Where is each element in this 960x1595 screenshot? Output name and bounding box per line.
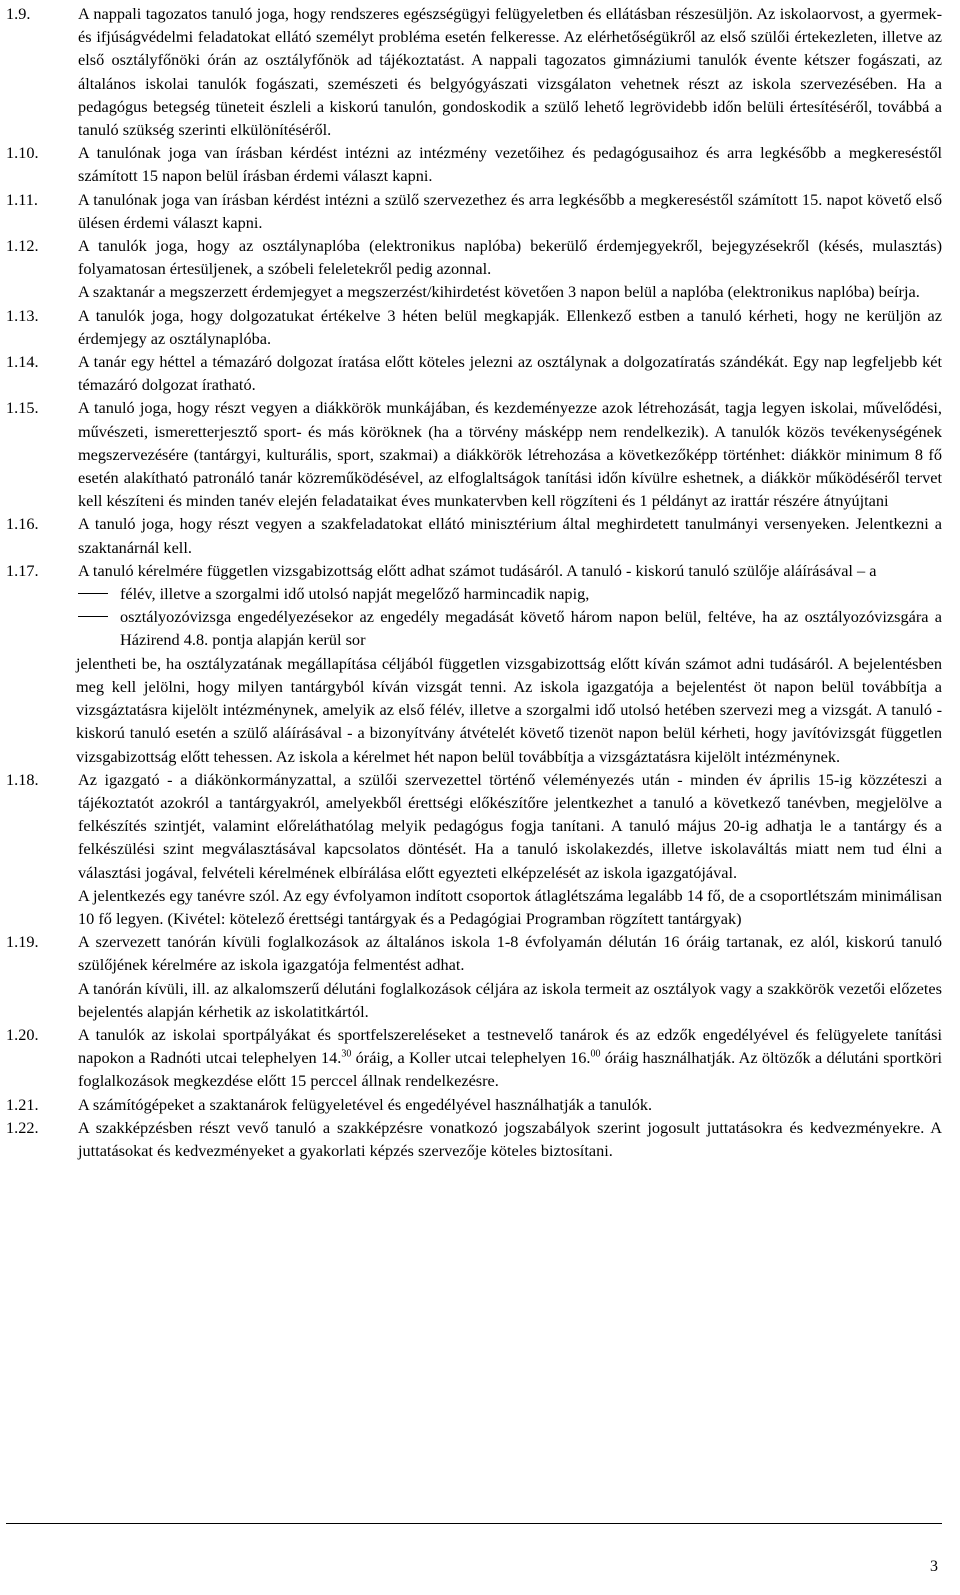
- dash-item-text: félév, illetve a szorgalmi idő utolsó napját megelőző harmincadik napig,: [120, 584, 590, 604]
- paragraph-text: A tanulók joga, hogy az osztálynaplóba (elektronikus naplóba) bekerülő érdemjegyekről, bejegyzésekről (késés, mulasztás) folyamatosan értesüljenek, a szóbeli feleletekről pedig azonnal.: [78, 236, 942, 279]
- paragraph-1-15: [0, 396, 960, 512]
- paragraph-number: 1.12.: [6, 236, 39, 256]
- paragraph-text: A tanulók joga, hogy dolgozatukat értékelve 3 héten belül megkapják. Ellenkező estben a tanuló kérheti, hogy ne kerüljön az érdemjegy az osztálynaplóba.: [78, 305, 942, 348]
- dash-list-item: [78, 582, 942, 605]
- footer-divider: [6, 1523, 942, 1524]
- dash-list-item: [78, 605, 942, 651]
- superscript: 30: [341, 1048, 352, 1060]
- paragraph-1-17: [0, 559, 960, 768]
- paragraph-1-13: [0, 304, 960, 350]
- paragraph-number: 1.20.: [6, 1024, 39, 1044]
- paragraph-1-20: [0, 1023, 960, 1093]
- paragraph-number: 1.17.: [6, 560, 39, 580]
- paragraph-1-19: [0, 930, 960, 1023]
- paragraph-number: 1.10.: [6, 143, 39, 163]
- paragraph-text: A tanár egy héttel a témazáró dolgozat íratása előtt köteles jelezni az osztálynak a dolgozatíratás szándékát. Egy nap legfeljebb két témazáró dolgozat íratható.: [78, 352, 942, 395]
- paragraph-1-16: [0, 512, 960, 558]
- paragraph-number: 1.11.: [6, 189, 38, 209]
- paragraph-number: 1.22.: [6, 1117, 39, 1137]
- paragraph-outro: jelentheti be, ha osztályzatának megállapítása céljából független vizsgabizottság előtt kíván számot adni tudásáról. A bejelentésben meg kell jelölni, hogy milyen tantárgyból kíván vizsgát tenni. Az iskola igazgatója a bejelentést öt napon belül továbbítja a vizsgáztatásra kijelölt intézménynek, amelyik az első félév, illetve a szorgalmi idő utolsó hetében szervezi meg a vizsgát. A tanuló - kiskorú tanuló esetén a szülő aláírásával - a bizonyítvány átvételét követő tizenöt napon belül kérheti, hogy javítóvizsgát független vizsgabizottság előtt tehessen. Az iskola a kérelmet hét napon belül továbbítja a vizsgáztatásra kijelölt intézménynek.: [76, 653, 942, 766]
- paragraph-number: 1.9.: [6, 4, 31, 23]
- superscript: 00: [590, 1048, 601, 1060]
- paragraph-number: 1.16.: [6, 514, 39, 534]
- dash-bullet: [78, 593, 108, 594]
- paragraph-number: 1.14.: [6, 352, 39, 372]
- paragraph-text: A tanulónak joga van írásban kérdést intézni az intézmény vezetőihez és pedagógusaihoz és arra legkésőbb a megkereséstől számított 15 napon belül írásban érdemi választ kapni.: [78, 143, 942, 186]
- paragraph-number: 1.15.: [6, 398, 39, 418]
- paragraph-text: A szaktanár a megszerzett érdemjegyet a megszerzést/kihirdetést követően 3 napon belül a naplóba (elektronikus naplóba) beírja.: [78, 282, 920, 302]
- paragraph-text: A tanuló joga, hogy részt vegyen a diákkörök munkájában, és kezdeményezze azok létrehozását, tagja legyen iskolai, művelődési, művészeti, ismeretterjesztő sport- és más köröknek (ha a törvény másképp nem rendelkezik). A tanulók közös tevékenységének megszervezésére (tantárgyi, kulturális, sport, szakmai) a diákkörök létrehozása a következőképp történhet: diákkör minimum 8 fő esetén alakítható patronáló tanár közreműködésével, az elfoglaltságok tanítási időn kívülre eshetnek, a diákkör működéséről tervet kell készíteni és minden tanév elején feladataikat éves munkatervben kell rögzíteni és 1 példányt az irattár részére átnyújtani: [78, 398, 942, 511]
- paragraph-text: A tanórán kívüli, ill. az alkalomszerű délutáni foglalkozások céljára az iskola termeit az osztályok vagy a szakkörök vezetői előzetes bejelentés alapján kérhetik az iskolatitkártól.: [78, 978, 942, 1021]
- paragraph-1-21: [0, 1093, 960, 1116]
- paragraph-intro: A tanuló kérelmére független vizsgabizottság előtt adhat számot tudásáról. A tanuló - kiskorú tanuló szülője aláírásával – a: [78, 560, 877, 580]
- dash-bullet: [78, 616, 108, 617]
- paragraph-1-14: [0, 350, 960, 396]
- paragraph-1-18: [0, 768, 960, 930]
- paragraph-text: A szakképzésben részt vevő tanuló a szakképzésre vonatkozó jogszabályok szerint jogosult juttatásokra és kedvezményekre. A juttatásokat és kedvezményeket a gyakorlati képzés szervezője köteles biztosítani.: [78, 1117, 942, 1160]
- paragraph-number: 1.18.: [6, 769, 39, 789]
- paragraph-1-9: [0, 2, 960, 141]
- paragraph-text: A jelentkezés egy tanévre szól. Az egy évfolyamon indított csoportok átlaglétszáma legalább 14 fő, de a csoportlétszám minimálisan 10 fő legyen. (Kivétel: kötelező érettségi tantárgyak és a Pedagógiai Programban rögzített tantárgyak): [78, 885, 942, 928]
- paragraph-text: A szervezett tanórán kívüli foglalkozások az általános iskola 1-8 évfolyamán délután 16 óráig tartanak, ez alól, kiskorú tanuló szülőjének kérelmére az iskola igazgatója felmentést adhat.: [78, 932, 942, 975]
- paragraph-text: A tanuló joga, hogy részt vegyen a szakfeladatokat ellátó minisztérium által meghirdetett tanulmányi versenyeken. Jelentkezni a szaktanárnál kell.: [78, 514, 942, 557]
- paragraph-number: 1.21.: [6, 1094, 39, 1114]
- paragraph-number: 1.19.: [6, 932, 39, 952]
- paragraph-number: 1.13.: [6, 305, 39, 325]
- text-part: óráig használhatják. Az öltözők a délutáni sportköri foglalkozások megkezdése előtt 15 perccel állnak rendelkezésre.: [78, 1048, 943, 1091]
- paragraph-text: [78, 1023, 942, 1093]
- paragraph-text: A számítógépeket a szaktanárok felügyeletével és engedélyével használhatják a tanulók.: [78, 1094, 653, 1114]
- dash-item-text: osztályozóvizsga engedélyezésekor az engedély megadását követő három napon belül, feltéve, ha az osztályozóvizsgára a Házirend 4.8. pontja alapján kerül sor: [120, 607, 942, 650]
- paragraph-text: A tanulónak joga van írásban kérdést intézni a szülő szervezethez és arra legkésőbb a megkereséstől számított 15. napot követő első ülésen érdemi választ kapni.: [78, 189, 942, 232]
- paragraph-1-12: [0, 234, 960, 304]
- paragraph-1-22: [0, 1116, 960, 1162]
- paragraph-text: A nappali tagozatos tanuló joga, hogy rendszeres egészségügyi felügyeletben és ellátásban részesüljön. Az iskolaorvost, a gyermek- és ifjúságvédelmi feladatokat ellátó személyt probléma esetén felkeresse. Az elérhetőségükről az első szülői értekezleten, illetve az első osztályfőnöki órán az osztályfőnök ad tájékoztatást. A nappali tagozatos gimnáziumi tanulók évente kétszer fogászati, az általános iskolai tanulók fogászati, szemészeti és belgyógyászati vizsgálaton vehetnek részt az iskola szervezésében. Ha a pedagógus betegség tüneteit észleli a kiskorú tanulón, gondoskodik a szülő lehető legrövidebb időn belüli értesítéséről, továbbá a tanuló szükség szerinti elkülönítéséről.: [78, 4, 942, 140]
- paragraph-1-10: [0, 141, 960, 187]
- text-part: óráig, a Koller utcai telephelyen 16.: [351, 1048, 591, 1068]
- paragraph-text: Az igazgató - a diákönkormányzattal, a szülői szervezettel történő véleményezés után - minden év április 15-ig közzéteszi a tájékoztatót azokról a tantárgyakról, amelyekből érettségi előkészítőre jelentkezhet a tanuló a következő tanévben, megjelölve a felkészítés szintjét, valamint előreláthatólag melyik pedagógus fogja tanítani. A tanuló május 20-ig adhatja le a tantárgy és a felkészülési szint megválasztásával kapcsolatos döntését. Ha a tanuló iskolakezdés, illetve iskolaváltás miatt nem tud élni a választási jogával, felvételi kérelmének elbírálása előtt egyezteti elképzelését az iskola igazgatójával.: [78, 769, 942, 882]
- paragraph-1-11: [0, 188, 960, 234]
- text-part: A tanulók az iskolai sportpályákat és sportfelszereléseket a testnevelő tanárok és az edzők engedélyével és felügyelete tanítási napokon a Radnóti utcai telephelyen 14.: [78, 1024, 942, 1068]
- page-number: 3: [930, 1558, 938, 1575]
